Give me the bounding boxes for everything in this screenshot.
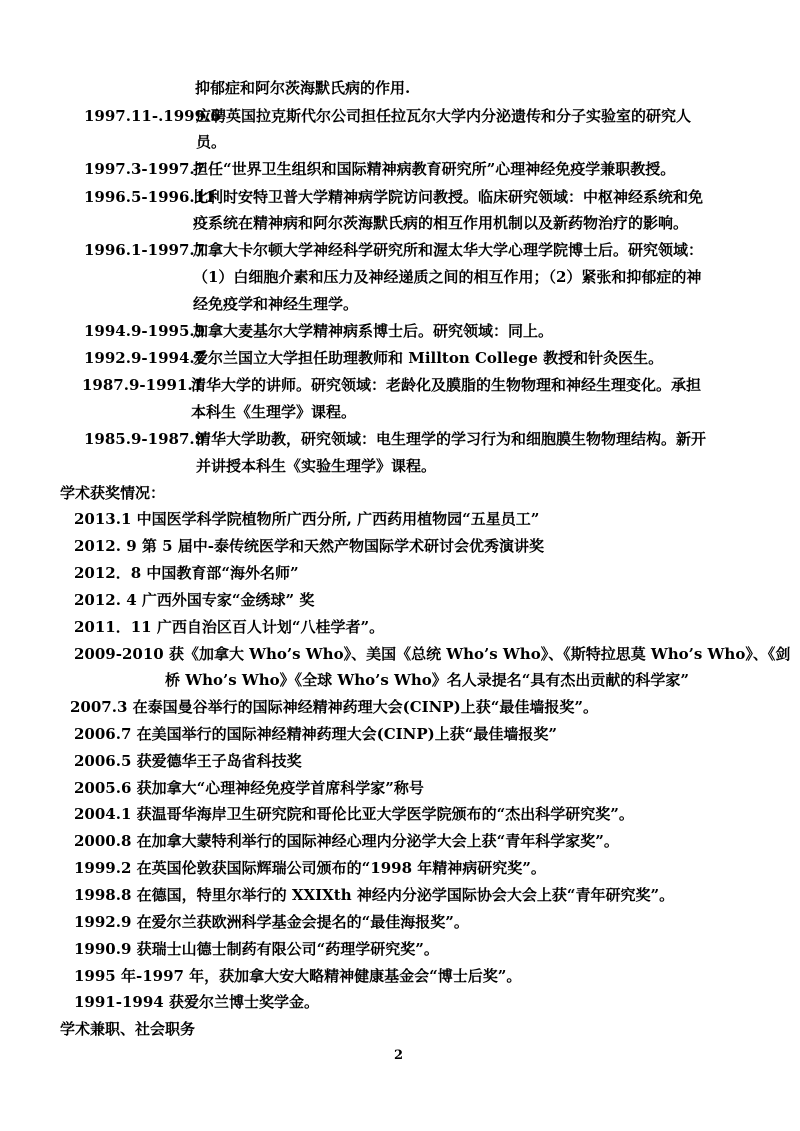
career-continuation-line: 并讲授本科生《实验生理学》课程。 (196, 457, 437, 475)
career-date: 1996.1-1997.7 (84, 241, 206, 259)
career-continuation-line: 经免疫学和神经生理学。 (193, 295, 359, 313)
award-item: 2013.1 中国医学科学院植物所广西分所, 广西药用植物园“五星员工” (74, 510, 540, 528)
award-item: 1990.9 获瑞士山德士制药有限公司“药理学研究奖”。 (74, 940, 439, 958)
career-date: 1994.9-1995.9 (84, 322, 206, 340)
award-item: 2011．11 广西自治区百人计划“八桂学者”。 (74, 618, 385, 636)
career-date: 1987.9-1991.1 (82, 376, 204, 394)
award-item: 1995 年-1997 年，获加拿大安大略精神健康基金会“博士后奖”。 (74, 967, 522, 985)
career-text: 清华大学助教，研究领域：电生理学的学习行为和细胞膜生物物理结构。新开 (196, 430, 707, 448)
award-item: 1992.9 在爱尔兰获欧洲科学基金会提名的“最佳海报奖”。 (74, 913, 469, 931)
career-text: 加拿大麦基尔大学精神病系博士后。研究领域：同上。 (193, 322, 554, 340)
award-item: 2006.7 在美国举行的国际神经精神药理大会(CINP)上获“最佳墙报奖” (74, 725, 558, 743)
career-text: 应聘英国拉克斯代尔公司担任拉瓦尔大学内分泌遗传和分子实验室的研究人 (196, 107, 692, 125)
career-continuation-line: 员。 (196, 133, 227, 151)
career-date: 1997.3-1997.7 (84, 160, 206, 178)
career-date: 1985.9-1987.9 (84, 430, 206, 448)
awards-heading: 学术获奖情况： (60, 484, 166, 502)
positions-heading: 学术兼职、社会职务 (60, 1020, 196, 1038)
career-text: 担任“世界卫生组织和国际精神病教育研究所”心理神经免疫学兼职教授。 (193, 160, 676, 178)
award-continuation-line: 桥 Who’s Who》《全球 Who’s Who》名人录提名“具有杰出贡献的科学家” (165, 671, 690, 689)
career-continuation-line: （1）白细胞介素和压力及神经递质之间的相互作用；（2）紧张和抑郁症的神 (193, 268, 702, 286)
award-item: 2009-2010 获《加拿大 Who’s Who》、美国《总统 Who’s Who》、《斯特拉思莫 Who’s Who》、《剑 (74, 645, 791, 663)
career-date: 1996.5-1996.11 (84, 188, 216, 206)
career-date: 1992.9-1994.7 (84, 349, 206, 367)
career-continuation-line: 疫系统在精神病和阿尔茨海默氏病的相互作用机制以及新药物治疗的影响。 (193, 214, 689, 232)
award-item: 2000.8 在加拿大蒙特利举行的国际神经心理内分泌学大会上获“青年科学家奖”。 (74, 832, 619, 850)
career-date: 1997.11-.1999.6 (84, 107, 221, 125)
career-continuation-line: 抑郁症和阿尔茨海默氏病的作用. (195, 79, 411, 97)
career-text: 清华大学的讲师。研究领域：老龄化及膜脂的生物物理和神经生理变化。承担 (191, 376, 702, 394)
award-item: 2012. 4 广西外国专家“金绣球” 奖 (74, 591, 315, 609)
award-item: 2012. 9 第 5 届中-泰传统医学和天然产物国际学术研讨会优秀演讲奖 (74, 537, 544, 555)
career-text: 比利时安特卫普大学精神病学院访问教授。临床研究领域：中枢神经系统和免 (193, 188, 704, 206)
career-continuation-line: 本科生《生理学》课程。 (191, 403, 357, 421)
award-item: 2012．8 中国教育部“海外名师” (74, 564, 299, 582)
award-item: 2006.5 获爱德华王子岛省科技奖 (74, 752, 302, 770)
award-item: 1999.2 在英国伦敦获国际辉瑞公司颁布的“1998 年精神病研究奖”。 (74, 859, 546, 877)
career-text: 爱尔兰国立大学担任助理教师和 Millton College 教授和针灸医生。 (193, 349, 664, 367)
award-item: 2007.3 在泰国曼谷举行的国际神经精神药理大会(CINP)上获“最佳墙报奖”。 (70, 698, 599, 716)
career-text: 加拿大卡尔顿大学神经科学研究所和渥太华大学心理学院博士后。研究领域： (193, 241, 704, 259)
award-item: 1998.8 在德国，特里尔举行的 XXIXth 神经内分泌学国际协会大会上获“青年研究奖”。 (74, 886, 675, 904)
page-number: 2 (394, 1048, 404, 1063)
award-item: 2005.6 获加拿大“心理神经免疫学首席科学家”称号 (74, 779, 424, 797)
award-item: 2004.1 获温哥华海岸卫生研究院和哥伦比亚大学医学院颁布的“杰出科学研究奖”。 (74, 805, 634, 823)
award-item: 1991-1994 获爱尔兰博士奖学金。 (74, 993, 319, 1011)
